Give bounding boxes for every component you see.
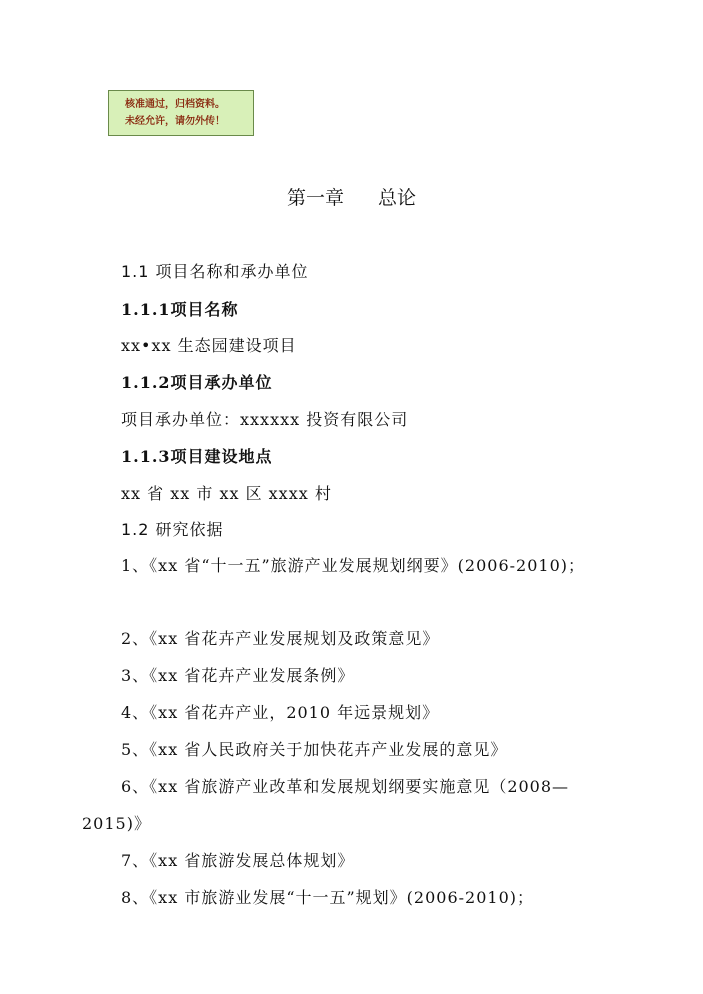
project-name-text: xx•xx 生态园建设项目 <box>121 336 297 355</box>
heading-1-1-1: 1.1.1项目名称 <box>121 300 239 319</box>
basis-item: 6、《xx 省旅游产业改革和发展规划纲要实施意见（2008— <box>121 777 570 796</box>
location-text: xx 省 xx 市 xx 区 xxxx 村 <box>121 484 332 503</box>
stamp-line-1: 核准通过，归档资料。 <box>125 99 225 110</box>
basis-item: 5、《xx 省人民政府关于加快花卉产业发展的意见》 <box>121 740 508 759</box>
heading-1-1: 1.1 项目名称和承办单位 <box>121 262 309 281</box>
chapter-number: 第一章 <box>286 187 344 209</box>
unit-text: 项目承办单位：xxxxxx 投资有限公司 <box>121 410 409 429</box>
basis-item-continuation: 2015)》 <box>82 814 151 833</box>
heading-1-1-3: 1.1.3项目建设地点 <box>121 447 273 466</box>
chapter-title <box>0 183 703 210</box>
basis-item: 4、《xx 省花卉产业，2010 年远景规划》 <box>121 703 440 722</box>
basis-item: 2、《xx 省花卉产业发展规划及政策意见》 <box>121 629 440 648</box>
heading-1-2: 1.2 研究依据 <box>121 520 224 539</box>
basis-item: 1、《xx 省“十一五”旅游产业发展规划纲要》(2006-2010)； <box>121 556 586 575</box>
stamp-line-2: 未经允许，请勿外传！ <box>125 116 225 127</box>
heading-1-1-2: 1.1.2项目承办单位 <box>121 373 273 392</box>
approval-stamp <box>108 90 254 136</box>
basis-item: 7、《xx 省旅游发展总体规划》 <box>121 851 355 870</box>
basis-item: 3、《xx 省花卉产业发展条例》 <box>121 666 355 685</box>
chapter-name: 总论 <box>378 187 417 209</box>
basis-item: 8、《xx 市旅游业发展“十一五”规划》(2006-2010)； <box>121 888 535 907</box>
